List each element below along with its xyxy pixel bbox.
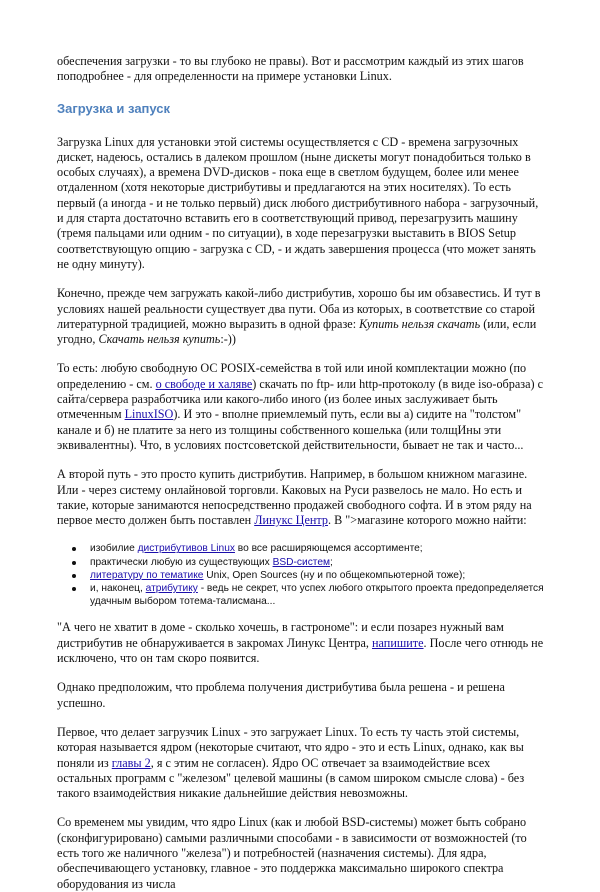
link-write[interactable]: напишите <box>372 635 424 650</box>
list-item: литературу по тематике Unix, Open Sources (ну и по общекомпьютерной тоже); <box>68 569 546 582</box>
paragraph-kernel-config: Со временем мы увидим, что ядро Linux (как и любой BSD-системы) может быть собрано (сконфигурировано) самыми различными способами - в зависимости от возможностей (то есть того же наличного "железа") и потребностей (назначения системы). Для ядра, обеспечивающего установку, главное - это поддержка максимально широкого спектра оборудования из числа <box>57 815 527 891</box>
shop-list <box>57 542 546 608</box>
paragraph-download: То есть: любую свободную ОС POSIX-семейства в той или иной комплектации можно (по определению - см. о свободе и халяве) скачать по ftp- или http-протоколу (в виде iso-образа) с сайта/сервера разработчика или какого-либо иного (из более иных заслуживает быть отмеченным LinuxISO). И это - вполне приемлемый путь, если вы а) сидите на "толстом" канале и б) не платите за него из толщины собственного кошелька (или толщИны эти эквивалентны). Что, в условиях постсоветской действительности, бывает не так и часто... <box>57 361 543 452</box>
link-linuxiso[interactable]: LinuxISO <box>124 407 174 422</box>
link-literature[interactable]: литературу по тематике <box>90 569 204 581</box>
list-item: изобилие дистрибутивов Linux во все расширяющемся ассортименте; <box>68 542 546 555</box>
paragraph-kernel: Первое, что делает загрузчик Linux - это загружает Linux. То есть ту часть этой системы, которая называется ядром (некоторые считают, что ядро - это и есть Linux, однако, как вы поняли из главы 2, я с этим не согласен). Ядро ОС отвечает за взаимодействие всех остальных программ с "железом" целевой машины (в самом широком смысле слова) - без такого взаимодействия никакие дальнейшие действия невозможны. <box>57 724 525 801</box>
paragraph-suppose: Однако предположим, что проблема получения дистрибутива была решена - и решена успешно. <box>57 680 505 710</box>
list-item: практически любую из существующих BSD-систем; <box>68 556 546 569</box>
link-freedom[interactable]: о свободе и халяве <box>155 376 253 391</box>
section-heading: Загрузка и запуск <box>57 100 171 116</box>
link-chapter-2[interactable]: главы 2 <box>111 755 151 770</box>
link-attributes[interactable]: атрибутику <box>145 583 198 595</box>
paragraph-gastronom: "А чего не хватит в доме - сколько хочешь, в гастрономе": и если позарез нужный вам дистрибутив не обнаруживается в закромах Линукс Центра, напишите. После чего отнюдь не исключено, что он там скоро появится. <box>57 620 544 666</box>
link-distributions[interactable]: дистрибутивов Linux <box>137 543 235 555</box>
paragraph-two-ways: Конечно, прежде чем загружать какой-либо дистрибутив, хорошо бы им обзавестись. И тут в условиях нашей реальности существует два пути. Оба из которых, в соответствие со старой литературной традицией, можно выразить в одной фразе: Купить нельзя скачать (или, если угодно, Скачать нельзя купить:-)) <box>57 286 541 347</box>
paragraph-loading: Загрузка Linux для установки этой системы осуществляется с CD - времена загрузочных дискет, надеюсь, остались в далеком прошлом (ныне дискеты могут понадобиться только в особых случаях), а времена DVD-дисков - пока еще в светлом будущем, более или менее отдаленном (хотя некоторые дистрибутивы и предлагаются на этих носителях). То есть первый (а иногда - и не только первый) диск любого дистрибутивного набора - загрузочный, и для старта достаточно вставить его в соответствующий привод, перезагрузить машину (тремя пальцами или одним - по ситуации), в ходе перезагрузки выставить в BIOS Setup соответствующую опцию - загрузка с CD, - и ждать завершения процесса (что может занять не одну минуту). <box>57 134 539 271</box>
paragraph-intro: обеспечения загрузки - то вы глубоко не правы). Вот и рассмотрим каждый из этих шагов поподробнее - для определенности на примере установки Linux. <box>57 54 524 84</box>
link-bsd-systems[interactable]: BSD-систем <box>272 556 331 568</box>
link-linux-center[interactable]: Линукс Центр <box>254 513 328 528</box>
list-item: и, наконец, атрибутику - ведь не секрет, что успех любого открытого проекта предопределяется удачным выбором тотема-талисмана... <box>68 582 546 608</box>
paragraph-buy: А второй путь - это просто купить дистрибутив. Например, в большом книжном магазине. Или - через систему онлайновой торговли. Каковых на Руси развелось не мало. Но есть и такие, которые занимаются непосредственно продажей свободного софта. И в этом ряду на первое место должен быть поставлен Линукс Центр. В ">магазине которого можно найти: <box>57 467 532 528</box>
